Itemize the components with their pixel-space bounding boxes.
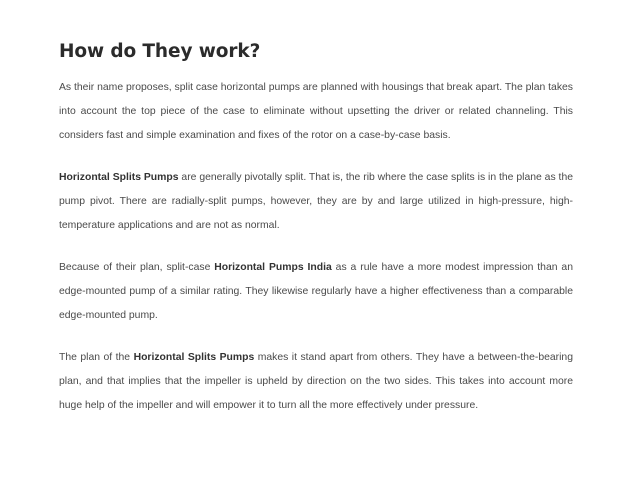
paragraph-3-text-after: as a rule have a more modest impression than an edge-mounted pump of a similar rating. They likewise regularly have a higher effectiveness than a comparable edge-mounted pump. xyxy=(59,262,573,321)
paragraph-4-bold-term: Horizontal Splits Pumps xyxy=(133,352,255,363)
article xyxy=(59,40,573,418)
paragraph-4-text-before: The plan of the xyxy=(59,352,134,363)
paragraph-3-text-before: Because of their plan, split-case xyxy=(59,262,215,273)
paragraph-2-bold-term: Horizontal Splits Pumps xyxy=(59,172,179,183)
paragraph-2-text: are generally pivotally split. That is, the rib where the case splits is in the plane as the pump pivot. There are radially-split pumps, however, they are by and large utilized in high-pressure, high-temperature applications and are not as normal. xyxy=(59,172,573,231)
paragraph-1-text: As their name proposes, split case horizontal pumps are planned with housings that break apart. The plan takes into account the top piece of the case to eliminate without upsetting the driver or related channeling. This considers fast and simple examination and fixes of the rotor on a case-by-case basis. xyxy=(59,82,573,141)
paragraph-1 xyxy=(59,76,573,148)
paragraph-2 xyxy=(59,166,573,238)
paragraph-3 xyxy=(59,256,573,328)
paragraph-3-bold-term: Horizontal Pumps India xyxy=(214,262,332,273)
paragraph-4 xyxy=(59,346,573,418)
paragraph-4-text-after: makes it stand apart from others. They have a between-the-bearing plan, and that implies that the impeller is upheld by direction on the two sides. This takes into account more huge help of the impeller and will empower it to turn all the more effectively under pressure. xyxy=(59,352,573,411)
page-title: How do They work? xyxy=(59,41,261,62)
